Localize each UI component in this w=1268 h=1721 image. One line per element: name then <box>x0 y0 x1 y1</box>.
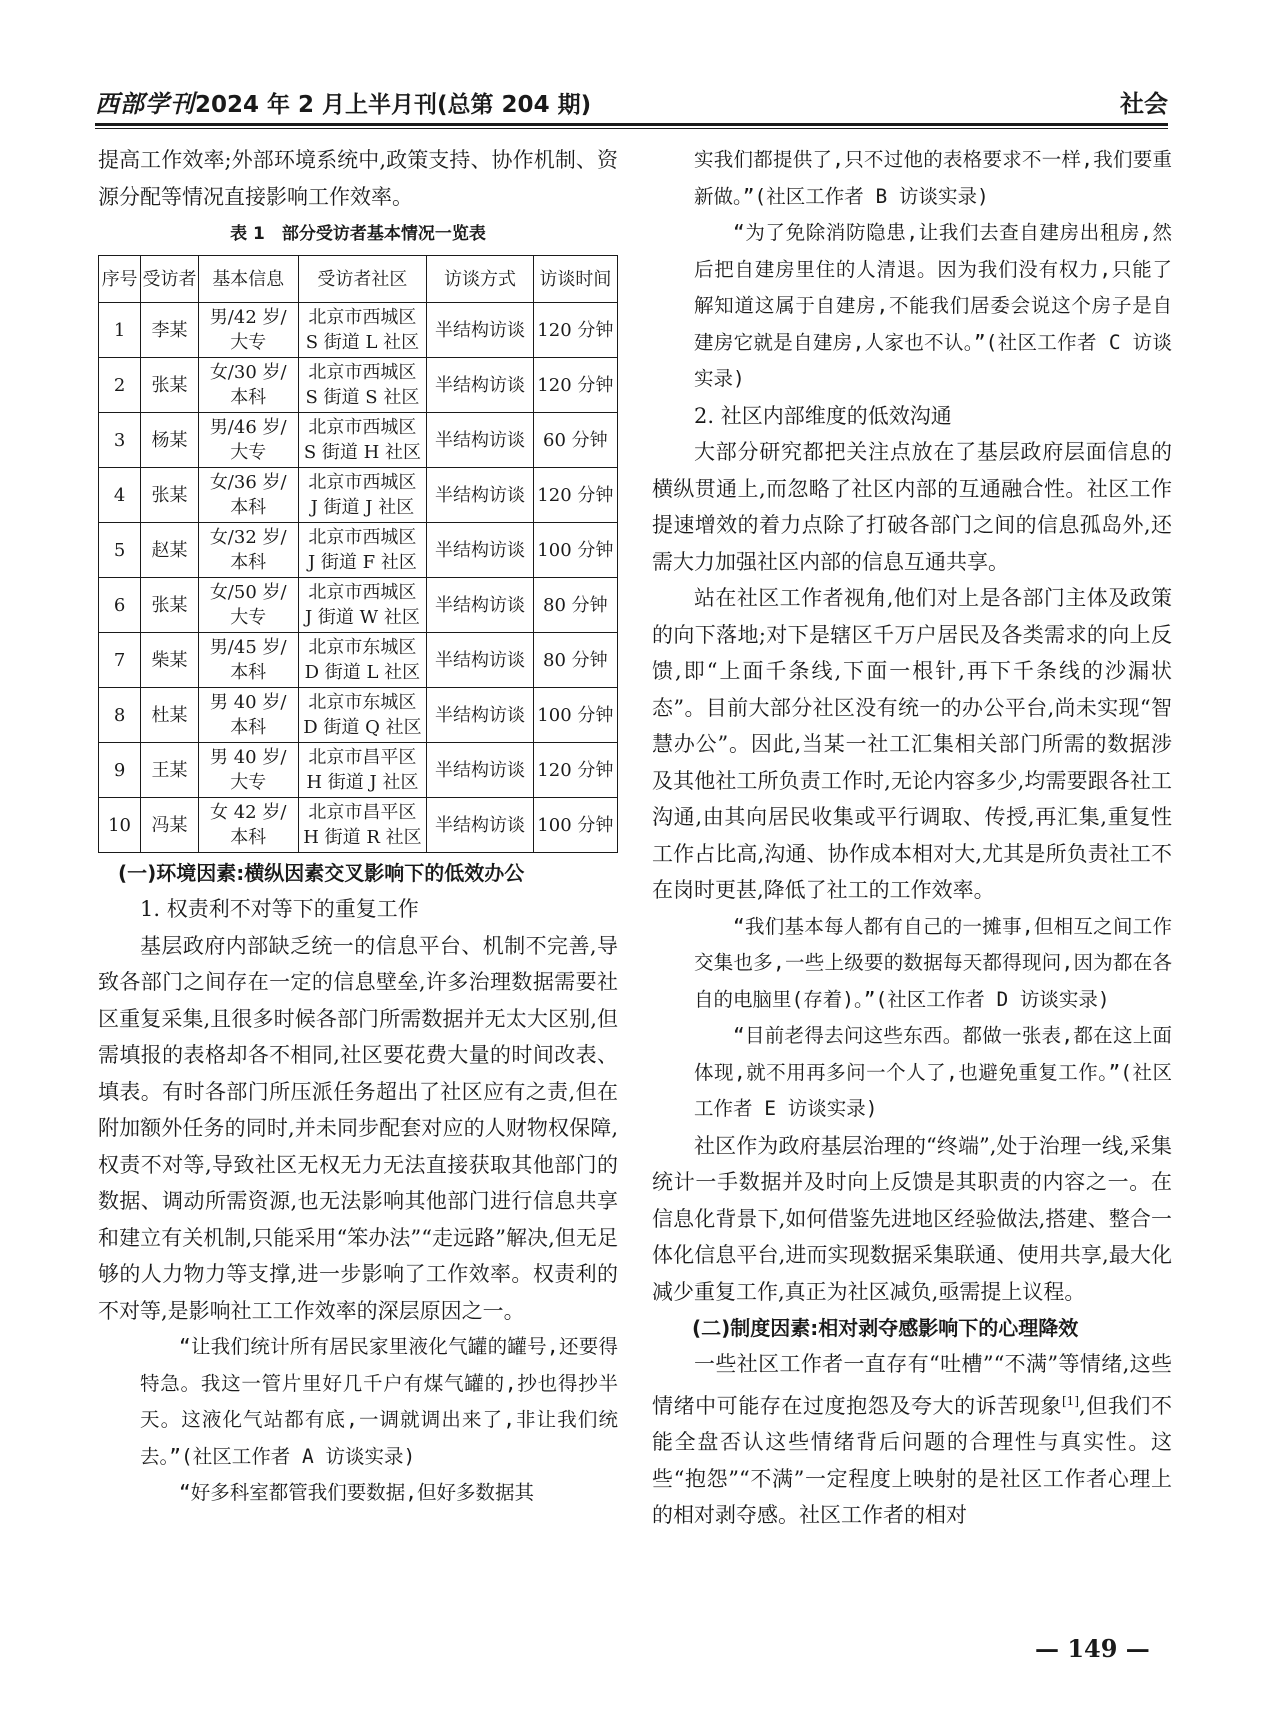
cell-no <box>99 578 141 633</box>
body-paragraph-5 <box>652 1346 1172 1534</box>
cell-info-line: 本科 <box>230 497 267 518</box>
cell-name-line: 赵某 <box>151 539 188 561</box>
cell-name-line: 李某 <box>151 319 188 341</box>
cell-community-line: D 街道 L 社区 <box>304 662 421 683</box>
cell-info-line: 女/32 岁/ <box>209 527 287 548</box>
cell-no <box>99 303 141 358</box>
table-row <box>99 688 618 743</box>
respondents-table <box>98 255 618 853</box>
table-header-row <box>99 256 618 303</box>
col-header-info: 基本信息 <box>198 256 298 303</box>
cell-info <box>198 743 298 798</box>
cell-method <box>427 358 533 413</box>
cell-method <box>427 468 533 523</box>
cell-name <box>141 688 199 743</box>
cell-duration-line: 120 分钟 <box>537 319 614 341</box>
cell-community <box>298 633 427 688</box>
cell-community-line: J 街道 J 社区 <box>310 497 415 518</box>
cell-name <box>141 578 199 633</box>
cell-info-line: 男/45 岁/ <box>209 637 287 658</box>
cell-no-line: 5 <box>113 539 126 561</box>
cell-info <box>198 578 298 633</box>
cell-community-line: 北京市东城区 <box>308 637 417 658</box>
section-heading-institution: (二)制度因素:相对剥夺感影响下的心理降效 <box>692 1316 1079 1340</box>
cell-name <box>141 358 199 413</box>
cell-duration-line: 100 分钟 <box>537 704 614 726</box>
col-header-method: 访谈方式 <box>427 256 533 303</box>
cell-no-line: 7 <box>113 649 126 671</box>
cell-method-line: 半结构访谈 <box>434 594 525 616</box>
table-row <box>99 578 618 633</box>
cell-info <box>198 303 298 358</box>
cell-duration <box>533 633 617 688</box>
cell-method <box>427 578 533 633</box>
cell-method <box>427 633 533 688</box>
col-header-community: 受访者社区 <box>298 256 427 303</box>
cell-community-line: 北京市东城区 <box>308 692 417 713</box>
issue-info: 2024 年 2 月上半月刊(总第 204 期) <box>195 92 592 118</box>
cell-name-line: 张某 <box>151 484 188 506</box>
cell-no-line: 8 <box>113 704 126 726</box>
table-row <box>99 468 618 523</box>
cell-method-line: 半结构访谈 <box>434 319 525 341</box>
cell-community-line: 北京市西城区 <box>308 417 417 438</box>
intro-paragraph: 提高工作效率;外部环境系统中,政策支持、协作机制、资源分配等情况直接影响工作效率。 <box>98 148 618 209</box>
cell-community-line: 北京市西城区 <box>308 307 417 328</box>
body-paragraph-5-b: ,但我们不能全盘否认这些情绪背后问题的合理性与真实性。这些“抱怨”“不满”一定程度上映射的是社区工作者心理上的相对剥夺感。社区工作者的相对 <box>652 1393 1172 1527</box>
quote-e: “目前老得去问这些东西。都做一张表,都在这上面体现,就不用再多问一个人了,也避免重复工作。”(社区工作者 E 访谈实录) <box>694 1024 1172 1120</box>
cell-community-line: S 街道 L 社区 <box>305 332 420 353</box>
cell-community <box>298 523 427 578</box>
cell-community-line: S 街道 S 社区 <box>305 387 420 408</box>
cell-duration <box>533 413 617 468</box>
cell-name <box>141 633 199 688</box>
cell-method <box>427 688 533 743</box>
quote-a: “让我们统计所有居民家里液化气罐的罐号,还要得特急。我这一管片里好几千户有煤气罐的,抄也得抄半天。这液化气站都有底,一调就调出来了,非让我们统去。”(社区工作者 A 访谈实录) <box>140 1335 618 1468</box>
header-rule-thin <box>95 128 1168 129</box>
table-row <box>99 633 618 688</box>
cell-duration-line: 120 分钟 <box>537 374 614 396</box>
cell-name-line: 杜某 <box>151 704 188 726</box>
cell-name-line: 杨某 <box>151 429 188 451</box>
cell-community-line: H 街道 J 社区 <box>306 772 419 793</box>
cell-duration-line: 80 分钟 <box>543 649 608 671</box>
col-header-name: 受访者 <box>141 256 199 303</box>
table-row <box>99 358 618 413</box>
cell-community-line: 北京市西城区 <box>308 582 417 603</box>
cell-no-line: 1 <box>113 319 126 341</box>
cell-name-line: 王某 <box>151 759 188 781</box>
quote-d: “我们基本每人都有自己的一摊事,但相互之间工作交集也多,一些上级要的数据每天都得现问,因为都在各自的电脑里(存着)。”(社区工作者 D 访谈实录) <box>694 914 1172 1011</box>
table-row <box>99 523 618 578</box>
cell-method-line: 半结构访谈 <box>434 759 525 781</box>
cell-duration-line: 100 分钟 <box>537 539 614 561</box>
cell-duration <box>533 523 617 578</box>
cell-info-line: 大专 <box>230 772 267 793</box>
cell-community <box>298 798 427 853</box>
cell-method-line: 半结构访谈 <box>434 814 525 836</box>
cell-method <box>427 303 533 358</box>
cell-info <box>198 523 298 578</box>
cell-name <box>141 798 199 853</box>
cell-info-line: 男 40 岁/ <box>209 692 287 713</box>
body-paragraph-2: 大部分研究都把关注点放在了基层政府层面信息的横纵贯通上,而忽略了社区内部的互通融合性。社区工作提速增效的着力点除了打破各部门之间的信息孤岛外,还需大力加强社区内部的信息互通共享。 <box>652 440 1172 574</box>
col-header-duration: 访谈时间 <box>533 256 617 303</box>
cell-no <box>99 413 141 468</box>
quote-b-end: 实我们都提供了,只不过他的表格要求不一样,我们要重新做。”(社区工作者 B 访谈实录) <box>694 148 1172 208</box>
cell-info-line: 男/46 岁/ <box>209 417 287 438</box>
cell-no <box>99 358 141 413</box>
cell-method-line: 半结构访谈 <box>434 374 525 396</box>
cell-duration-line: 60 分钟 <box>543 429 608 451</box>
cell-info <box>198 468 298 523</box>
cell-community-line: 北京市昌平区 <box>308 747 417 768</box>
cell-info-line: 男 40 岁/ <box>209 747 287 768</box>
table-row <box>99 303 618 358</box>
cell-duration <box>533 743 617 798</box>
table-row <box>99 413 618 468</box>
cell-name-line: 冯某 <box>151 814 188 836</box>
cell-info-line: 大专 <box>230 332 267 353</box>
cell-info-line: 大专 <box>230 607 267 628</box>
cell-no-line: 3 <box>113 429 126 451</box>
subheading-2: 2. 社区内部维度的低效沟通 <box>694 403 952 428</box>
cell-method-line: 半结构访谈 <box>434 484 525 506</box>
cell-duration <box>533 358 617 413</box>
cell-community-line: J 街道 W 社区 <box>304 607 420 628</box>
cell-duration-line: 120 分钟 <box>537 759 614 781</box>
cell-community-line: J 街道 F 社区 <box>307 552 417 573</box>
cell-info-line: 女 42 岁/ <box>209 802 287 823</box>
table-row <box>99 798 618 853</box>
cell-community-line: 北京市西城区 <box>308 527 417 548</box>
running-header <box>95 84 1168 118</box>
cell-method <box>427 413 533 468</box>
cell-info <box>198 633 298 688</box>
cell-no <box>99 743 141 798</box>
cell-no <box>99 468 141 523</box>
journal-logo: 西部学刊 <box>95 89 195 118</box>
cell-info-line: 本科 <box>230 552 267 573</box>
cell-no-line: 4 <box>113 484 126 506</box>
cell-community <box>298 743 427 798</box>
header-rule <box>95 123 1168 126</box>
cell-no-line: 6 <box>113 594 126 616</box>
table-caption: 表 1 部分受访者基本情况一览表 <box>230 224 486 244</box>
cell-info-line: 女/36 岁/ <box>209 472 287 493</box>
cell-method-line: 半结构访谈 <box>434 704 525 726</box>
cell-name <box>141 413 199 468</box>
left-column <box>98 142 618 1512</box>
cell-info <box>198 358 298 413</box>
cell-info <box>198 688 298 743</box>
right-column <box>652 142 1172 1534</box>
cell-no <box>99 798 141 853</box>
cell-no-line: 9 <box>113 759 126 781</box>
table-row <box>99 743 618 798</box>
cell-no <box>99 688 141 743</box>
cell-no-line: 10 <box>108 814 132 836</box>
cell-community <box>298 413 427 468</box>
cell-no <box>99 633 141 688</box>
cell-community-line: 北京市西城区 <box>308 362 417 383</box>
cell-method-line: 半结构访谈 <box>434 649 525 671</box>
cell-duration <box>533 303 617 358</box>
quote-c: “为了免除消防隐患,让我们去查自建房出租房,然后把自建房里住的人清退。因为我们没有权力,只能了解知道这属于自建房,不能我们居委会说这个房子是自建房它就是自建房,人家也不认。”(社区工作者 C 访谈实录) <box>694 221 1172 390</box>
cell-name-line: 张某 <box>151 594 188 616</box>
cell-method <box>427 523 533 578</box>
cell-info-line: 本科 <box>230 827 267 848</box>
cell-info-line: 本科 <box>230 387 267 408</box>
cell-name <box>141 743 199 798</box>
quote-b-start: “好多科室都管我们要数据,但好多数据其 <box>179 1481 534 1504</box>
section-heading-environment: (一)环境因素:横纵因素交叉影响下的低效办公 <box>118 861 525 885</box>
body-paragraph-4: 社区作为政府基层治理的“终端”,处于治理一线,采集统计一手数据并及时向上反馈是其职责的内容之一。在信息化背景下,如何借鉴先进地区经验做法,搭建、整合一体化信息平台,进而实现数据采集联通、使用共享,最大化减少重复工作,真正为社区减负,亟需提上议程。 <box>652 1133 1172 1304</box>
cell-community <box>298 358 427 413</box>
cell-community <box>298 688 427 743</box>
cell-duration <box>533 468 617 523</box>
cell-name <box>141 303 199 358</box>
cell-info-line: 女/30 岁/ <box>209 362 287 383</box>
cell-info-line: 本科 <box>230 717 267 738</box>
cell-method-line: 半结构访谈 <box>434 429 525 451</box>
cell-duration <box>533 688 617 743</box>
body-paragraph-1: 基层政府内部缺乏统一的信息平台、机制不完善,导致各部门之间存在一定的信息壁垒,许多治理数据需要社区重复采集,且很多时候各部门所需数据并无太大区别,但需填报的表格却各不相同,社区要花费大量的时间改表、填表。有时各部门所压派任务超出了社区应有之责,但在附加额外任务的同时,并未同步配套对应的人财物权保障,权责不对等,导致社区无权无力无法直接获取其他部门的数据、调动所需资源,也无法影响其他部门进行信息共享和建立有关机制,只能采用“笨办法”“走远路”解决,但无足够的人力物力等支撑,进一步影响了工作效率。权责利的不对等,是影响社工工作效率的深层原因之一。 <box>98 933 618 1323</box>
cell-info-line: 本科 <box>230 662 267 683</box>
cell-duration <box>533 798 617 853</box>
cell-info-line: 大专 <box>230 442 267 463</box>
cell-community-line: H 街道 R 社区 <box>303 827 422 848</box>
cell-duration-line: 100 分钟 <box>537 814 614 836</box>
cell-community-line: S 街道 H 社区 <box>303 442 422 463</box>
cell-name <box>141 468 199 523</box>
cell-method-line: 半结构访谈 <box>434 539 525 561</box>
citation-ref: [1] <box>1062 1393 1079 1408</box>
cell-duration-line: 120 分钟 <box>537 484 614 506</box>
cell-info-line: 男/42 岁/ <box>209 307 287 328</box>
body-paragraph-5-a: 一些社区工作者一直存有“吐槽”“不满”等情绪,这些情绪中可能存在过度抱怨及夸大的诉苦现象 <box>652 1352 1172 1418</box>
cell-community <box>298 578 427 633</box>
cell-info <box>198 413 298 468</box>
cell-community-line: 北京市西城区 <box>308 472 417 493</box>
cell-no <box>99 523 141 578</box>
subheading-1: 1. 权责利不对等下的重复工作 <box>140 897 419 921</box>
cell-duration <box>533 578 617 633</box>
cell-community-line: D 街道 Q 社区 <box>303 717 422 738</box>
cell-community <box>298 303 427 358</box>
cell-name-line: 柴某 <box>151 649 188 671</box>
col-header-no: 序号 <box>99 256 141 303</box>
cell-info <box>198 798 298 853</box>
cell-info-line: 女/50 岁/ <box>209 582 287 603</box>
cell-community-line: 北京市昌平区 <box>308 802 417 823</box>
cell-method <box>427 743 533 798</box>
cell-name-line: 张某 <box>151 374 188 396</box>
section-label: 社会 <box>1120 90 1168 118</box>
page-number: — 149 — <box>1035 1634 1150 1663</box>
cell-community <box>298 468 427 523</box>
cell-duration-line: 80 分钟 <box>543 594 608 616</box>
cell-no-line: 2 <box>113 374 126 396</box>
body-paragraph-3: 站在社区工作者视角,他们对上是各部门主体及政策的向下落地;对下是辖区千万户居民及各类需求的向上反馈,即“上面千条线,下面一根针,再下千条线的沙漏状态”。目前大部分社区没有统一的办公平台,尚未实现“智慧办公”。因此,当某一社工汇集相关部门所需的数据涉及其他社工所负责工作时,无论内容多少,均需要跟各社工沟通,由其向居民收集或平行调取、传授,再汇集,重复性工作占比高,沟通、协作成本相对大,尤其是所负责社工不在岗时更甚,降低了社工的工作效率。 <box>652 586 1172 902</box>
cell-method <box>427 798 533 853</box>
cell-name <box>141 523 199 578</box>
